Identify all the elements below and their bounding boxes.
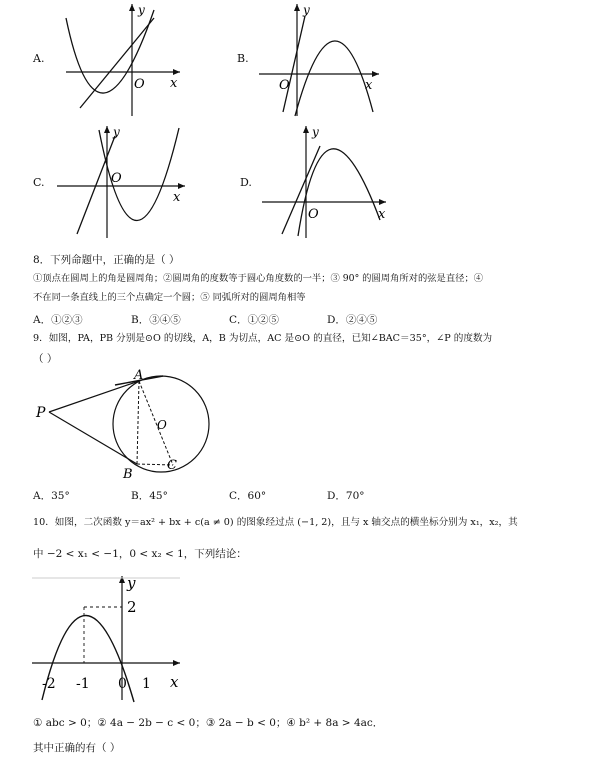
q9-label-a: A (134, 368, 144, 383)
q10-x-tick-neg2: -2 (42, 676, 56, 692)
q9-label-p: P (36, 405, 46, 421)
q7a-origin-label: O (134, 77, 145, 92)
q7d-origin-label: O (308, 207, 319, 222)
q10-x-tick-1: 1 (142, 676, 151, 692)
q9-label-b: B (123, 467, 133, 482)
q9-label-c: C (167, 458, 177, 473)
q7-option-b-label: B. (237, 52, 249, 65)
q8-line-1: ①顶点在圆周上的角是圆周角；②圆周角的度数等于圆心角度数的一半；③ 90° 的圆周角所对的弦是直径；④ (33, 273, 484, 284)
q7-graph-a (58, 0, 188, 118)
q8-choice-d: D．②④⑤ (327, 314, 378, 326)
q10-y-label: y (127, 574, 136, 592)
q7b-x-label: x (365, 78, 373, 93)
q10-conclusions: ① abc > 0；② 4a − 2b − c < 0；③ 2a − b < 0；④ b² + 8a > 4ac． (33, 717, 384, 729)
q7d-x-label: x (378, 207, 386, 222)
q7b-origin-label: O (279, 78, 290, 93)
q8-stem: 8．下列命题中，正确的是（ ） (33, 254, 180, 266)
q10-x-tick-neg1: -1 (76, 676, 90, 692)
q7a-y-label: y (138, 3, 145, 17)
q9-figure-tangents-circle (33, 367, 213, 482)
q9-choice-b: B．45° (131, 490, 168, 502)
q7-graph-b (255, 0, 385, 118)
q7-graph-c (55, 122, 190, 240)
q10-figure-parabola (30, 570, 190, 705)
q10-y-tick-2: 2 (127, 598, 137, 616)
q9-choice-d: D．70° (327, 490, 365, 502)
q8-line-2: 不在同一条直线上的三个点确定一个圆；⑤ 同弧所对的圆周角相等 (33, 292, 306, 303)
q10-question: 其中正确的有（ ） (33, 742, 121, 754)
q7-option-d-label: D. (240, 176, 252, 189)
q9-stem-cont: （ ） (33, 353, 58, 365)
q7c-origin-label: O (111, 171, 122, 186)
q8-choice-b: B．③④⑤ (131, 314, 181, 326)
q7c-x-label: x (173, 190, 181, 205)
q10-x-tick-0: 0 (118, 676, 127, 692)
q10-stem-cont: 中 −2 < x₁ < −1，0 < x₂ < 1，下列结论： (33, 548, 247, 560)
q8-choice-c: C．①②⑤ (229, 314, 280, 326)
q7-graph-d (258, 122, 393, 240)
q10-x-label: x (170, 673, 179, 691)
q9-label-o: O (157, 418, 167, 432)
q7-option-c-label: C. (33, 176, 45, 189)
q7-option-a-label: A. (33, 52, 45, 65)
q7a-x-label: x (170, 76, 178, 91)
q8-choice-a: A．①②③ (33, 314, 83, 326)
q9-stem: 9．如图，PA，PB 分别是⊙O 的切线，A，B 为切点，AC 是⊙O 的直径，已知∠BAC＝35°，∠P 的度数为 (33, 333, 493, 344)
q9-choice-c: C．60° (229, 490, 267, 502)
q7d-y-label: y (312, 125, 319, 139)
q10-stem: 10．如图，二次函数 y＝ax² + bx + c(a ≠ 0) 的图象经过点 (−1, 2)，且与 x 轴交点的横坐标分别为 x₁，x₂，其 (33, 517, 518, 528)
q7c-y-label: y (113, 125, 120, 139)
q9-choice-a: A．35° (33, 490, 70, 502)
q7b-y-label: y (303, 3, 310, 17)
